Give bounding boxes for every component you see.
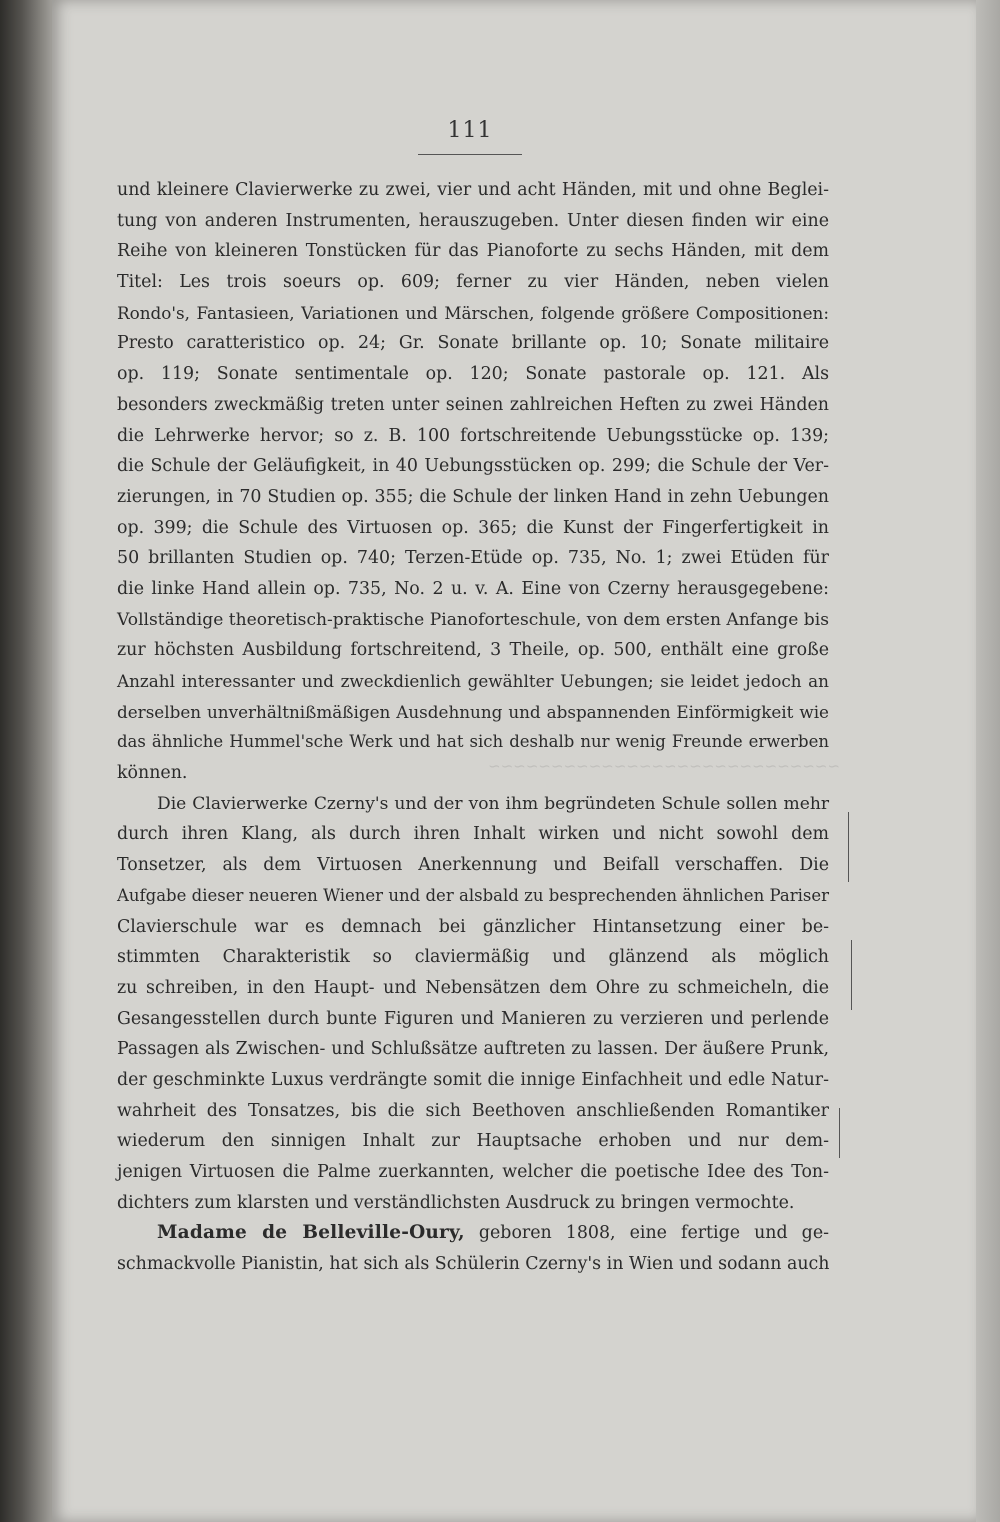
text-line: Passagen als Zwischen- und Schlußsätze auftreten zu lassen. Der äußere Prunk, [117,1039,829,1060]
text-line: Vollständige theoretisch-praktische Pianoforteschule, von dem ersten Anfange bis [117,609,829,630]
text-line: dichters zum klarsten und verständlichsten Ausdruck zu bringen vermochte. [117,1192,795,1213]
show-through-text: ~~~~~~~~~~~~~~~~~~~~~~~~~~~~ [488,757,840,775]
text-line: 50 brillanten Studien op. 740; Terzen-Etüde op. 735, No. 1; zwei Etüden für [117,548,829,569]
text-line: und kleinere Clavierwerke zu zwei, vier und acht Händen, mit und ohne Beglei- [117,180,829,200]
margin-pencil-mark [839,1108,840,1158]
text-line: Anzahl interessanter und zweckdienlich gewählter Uebungen; sie leidet jedoch an [117,671,829,691]
page-number: 111 [447,118,493,143]
page-number-rule [418,154,522,155]
text-line: wiederum den sinnigen Inhalt zur Hauptsache erhoben und nur dem- [117,1131,829,1152]
text-line: besonders zweckmäßig treten unter seinen zahlreichen Heften zu zwei Händen [117,394,829,415]
page-edge [976,0,1000,1522]
text-line: Gesangesstellen durch bunte Figuren und Manieren zu verzieren und perlende [117,1008,829,1029]
text-line: zierungen, in 70 Studien op. 355; die Schule der linken Hand in zehn Uebungen [117,486,829,507]
text-line: Rondo's, Fantasieen, Variationen und Märschen, folgende größere Compositionen: [117,302,829,323]
text-line: Tonsetzer, als dem Virtuosen Anerkennung und Beifall verschaffen. Die [117,855,829,876]
text-line: tung von anderen Instrumenten, herauszugeben. Unter diesen finden wir eine [117,210,829,231]
text-line: Reihe von kleineren Tonstücken für das Pianoforte zu sechs Händen, mit dem [117,241,829,262]
text-line: der geschminkte Luxus verdrängte somit die innige Einfachheit und edle Natur- [117,1069,829,1090]
text-line: schmackvolle Pianistin, hat sich als Schülerin Czerny's in Wien und sodann auch [117,1254,830,1275]
text-line: zu schreiben, in den Haupt- und Nebensätzen dem Ohre zu schmeicheln, die [117,977,829,998]
text-line: stimmten Charakteristik so claviermäßig und glänzend als möglich [117,947,829,968]
book-binding [0,0,60,1522]
text-line: Clavierschule war es demnach bei gänzlicher Hintansetzung einer be- [117,916,829,937]
text-line: die linke Hand allein op. 735, No. 2 u. v. A. Eine von Czerny herausgegebene: [117,578,829,599]
final-paragraph-first-line [117,1218,829,1249]
text-line: Die Clavierwerke Czerny's und der von ihm begründeten Schule sollen mehr [157,793,829,814]
text-line: op. 399; die Schule des Virtuosen op. 365; die Kunst der Fingerfertigkeit in [117,517,829,538]
text-line: wahrheit des Tonsatzes, bis die sich Beethoven anschließenden Romantiker [117,1100,829,1121]
text-line: die Lehrwerke hervor; so z. B. 100 fortschreitende Uebungsstücke op. 139; [117,425,829,446]
person-name-heading: Madame de Belleville-Oury, [157,1222,465,1244]
text-line: derselben unverhältnißmäßigen Ausdehnung und abspannenden Einförmigkeit wie [117,701,829,722]
text-line: Titel: Les trois soeurs op. 609; ferner zu vier Händen, neben vielen [117,272,829,293]
margin-pencil-mark [848,812,849,882]
text-line: können. [117,763,188,784]
text-line: jenigen Virtuosen die Palme zuerkannten, welcher die poetische Idee des Ton- [117,1162,829,1182]
text-line: Presto caratteristico op. 24; Gr. Sonate brillante op. 10; Sonate militaire [117,333,829,354]
text-line: zur höchsten Ausbildung fortschreitend, 3 Theile, op. 500, enthält eine große [117,640,829,661]
body-text [117,175,829,1280]
text-line: Aufgabe dieser neueren Wiener und der alsbald zu besprechenden ähnlichen Pariser [117,885,829,905]
text-line: die Schule der Geläufigkeit, in 40 Uebungsstücken op. 299; die Schule der Ver- [117,456,829,477]
text-line: op. 119; Sonate sentimentale op. 120; Sonate pastorale op. 121. Als [117,364,829,385]
text-line: das ähnliche Hummel'sche Werk und hat sich deshalb nur wenig Freunde erwerben [117,732,829,752]
margin-pencil-mark [851,940,852,1010]
text-line: durch ihren Klang, als durch ihren Inhalt wirken und nicht sowohl dem [117,824,829,845]
final-paragraph-line-rest: geboren 1808, eine fertige und ge- [464,1223,829,1244]
